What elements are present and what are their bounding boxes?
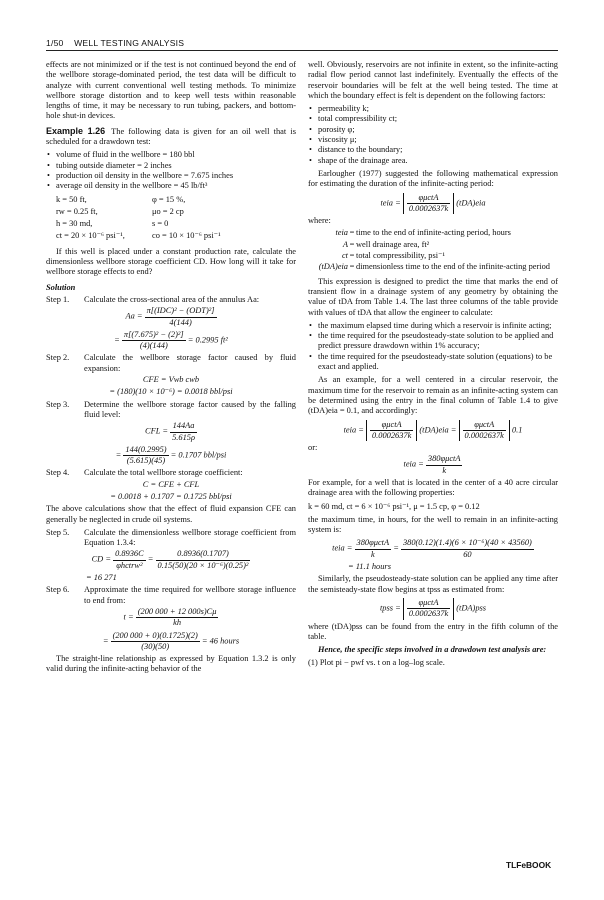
- example-text: The following data is given for an oil well that is scheduled for a drawdown test:: [46, 126, 296, 147]
- fraction: [170, 421, 197, 443]
- step-text: Determine the wellbore storage factor caused by the falling fluid level:: [84, 399, 296, 419]
- denominator: 0.0002637k: [408, 203, 449, 213]
- eq-result: = 16 271: [86, 573, 117, 583]
- step-label: Step 4.: [46, 468, 70, 478]
- equation: teia = $\frac{\text{380φμctA}}{k}$ = $\frac{\text{380(0.12)(1.4)(6 × 10⁻⁶)(40 × 43560)}}{60}$: [332, 538, 532, 559]
- list-item: • volume of fluid in the wellbore = 180 bbl: [46, 150, 296, 160]
- where-label: where:: [308, 216, 331, 226]
- step-1: [46, 295, 296, 305]
- numerator: φμctA: [463, 420, 506, 431]
- example-paragraph: As an example, for a well centered in a circular reservoir, the maximum time for the reservoir to remain as an infinite-acting system can be determined using the entry in the final column of Table 1.4 to give (tDA)eia = 0.1, and accordingly:: [308, 375, 558, 416]
- param: rw = 0.25 ft,: [56, 206, 98, 216]
- fifth-column-paragraph: where (tDA)pss can be found from the entry in the fifth column of the table.: [308, 621, 558, 641]
- numerator: 144(0.2995): [123, 445, 168, 456]
- or-label: or:: [308, 443, 318, 453]
- equation: [308, 598, 558, 620]
- running-header: [46, 38, 556, 48]
- equation: C = CFE + CFL: [142, 479, 200, 489]
- denominator: (30)(50): [141, 641, 170, 651]
- table-paragraph: This expression is designed to predict the time that marks the end of transient flow in a drainage system of any geometry by obtaining the value of tDA from Table 1.4. The last three columns of the table provide with values of tDA that allow the engineer to calculate:: [308, 276, 558, 317]
- def-text: total compressibility, psi⁻¹: [356, 251, 445, 261]
- equation: = (180)(10 × 10⁻⁶) = 0.0018 bbl/psi: [109, 387, 233, 397]
- step-4: [46, 468, 296, 478]
- uses-list: [308, 321, 558, 372]
- equation: [46, 421, 296, 443]
- step-label: Step 1.: [46, 294, 70, 304]
- eq-result: = 11.1 hours: [348, 562, 391, 572]
- eq-lhs: teia =: [343, 425, 364, 435]
- given-list: [46, 150, 296, 191]
- fraction: [355, 538, 392, 560]
- factor-list: [308, 104, 558, 166]
- fraction: [113, 549, 146, 571]
- equation: [46, 306, 296, 328]
- def-text: dimensionless time to the end of the infinite-acting period: [356, 262, 550, 272]
- list-item: • the time required for the pseudosteady-state solution to be applied and predict pressure drawdown within 1% accuracy;: [308, 331, 558, 352]
- denominator: 0.15(50)(20 × 10⁻⁶)(0.25)²: [157, 560, 249, 570]
- list-item: • tubing outside diameter = 2 inches: [46, 161, 296, 171]
- left-column: [46, 60, 296, 850]
- list-item: • production oil density in the wellbore = 7.675 inches: [46, 171, 296, 181]
- step-label: Step 5.: [46, 527, 70, 537]
- solution-heading: Solution: [46, 282, 76, 292]
- fraction: [401, 538, 534, 560]
- eq-result: = 0.2995 ft²: [187, 335, 228, 345]
- intro-paragraph: effects are not minimized or if the test is not continued beyond the end of the wellbore storage-dominated period, the test data will be difficult to analyze with current conventional well testing methods. To minimize wellbore storage distortion and to keep well tests within reasonable lengths of time, it may be necessary to run tubing, packers, and bottom-hole shut-in devices.: [46, 60, 296, 121]
- watermark-text: TLFeBOOK: [506, 860, 552, 870]
- denominator: (4)(144): [139, 341, 168, 351]
- step-text: Calculate the total wellbore storage coefficient:: [84, 468, 243, 478]
- eq-rhs: 0.1: [511, 425, 523, 435]
- param: co = 10 × 10⁻⁶ psi⁻¹: [152, 231, 221, 241]
- parameter-grid: [56, 195, 296, 242]
- fraction: [122, 330, 186, 352]
- list-item: • shape of the drainage area.: [308, 156, 558, 166]
- eq-rhs: (tDA)eia: [419, 425, 449, 435]
- fraction: [156, 549, 251, 571]
- param: φ = 15 %,: [152, 194, 186, 204]
- list-item: • porosity φ;: [308, 125, 558, 135]
- fraction: [123, 445, 168, 467]
- question-paragraph: If this well is placed under a constant production rate, calculate the dimensionless wellbore storage coefficient CD. How long will it take for wellbore storage effects to end?: [46, 246, 296, 277]
- fraction: [407, 193, 450, 215]
- eq-rhs: (tDA)eia: [456, 198, 486, 208]
- step-2: [46, 353, 296, 374]
- denominator: 4(144): [169, 317, 192, 327]
- def-symbol: ct: [341, 251, 348, 261]
- numerator: 380φμctA: [355, 538, 392, 549]
- step-text: Calculate the dimensionless wellbore storage coefficient from Equation 1.3.4:: [84, 527, 296, 548]
- running-title: WELL TESTING ANALYSIS: [74, 38, 185, 48]
- definitions: teia = time to the end of infinite-acting period, hours A = well drainage area, ft² ct = total compressibility, psi⁻¹ (tDA)eia = dimensionless time to the end of the infinite-acting period: [314, 228, 558, 272]
- procedure-step: (1) Plot pi − pwf vs. t on a log–log scale.: [308, 658, 445, 668]
- closing-paragraph: The straight-line relationship as expressed by Equation 1.3.2 is only valid during the infinite-acting behavior of the: [46, 654, 296, 674]
- steps-heading: Hence, the specific steps involved in a drawdown test analysis are:: [318, 645, 547, 655]
- numerator: 0.8936C: [113, 549, 146, 560]
- equation: [46, 607, 296, 629]
- eq-lhs: CFL =: [145, 426, 168, 436]
- max-time-paragraph: the maximum time, in hours, for the well to remain in an infinite-acting system is:: [308, 514, 558, 535]
- example-paragraph: [46, 126, 296, 148]
- step-label: Step 6.: [46, 585, 70, 595]
- eq-lhs: Aa =: [125, 311, 143, 321]
- numerator: π[(7.675)² − (2)²]: [122, 330, 186, 341]
- eq-lhs: teia =: [403, 460, 424, 470]
- equation: = $\frac{\text{π[(7.675)² − (2)²]}}{(4)(144)}$ = 0.2995 ft²: [114, 329, 228, 351]
- list-item: • distance to the boundary;: [308, 145, 558, 155]
- list-item: • the time required for the pseudosteady-state solution (equations) to be exact and applied.: [308, 352, 558, 373]
- step-5: [46, 528, 296, 549]
- denominator: 60: [463, 549, 472, 559]
- fluid-expansion-note: The above calculations show that the effect of fluid expansion CFE can generally be neglected in crude oil systems.: [46, 504, 296, 524]
- list-item: • permeability k;: [308, 104, 558, 114]
- numerator: π[(IDC)² − (ODT)²]: [145, 306, 217, 317]
- numerator: φμctA: [407, 193, 450, 204]
- eq-lhs: teia =: [332, 544, 353, 554]
- list-item: • the maximum elapsed time during which a reservoir is infinite acting;: [308, 321, 558, 331]
- denominator: φhctrw²: [116, 560, 143, 570]
- pss-paragraph: Similarly, the pseudosteady-state solution can be applied any time after the semisteady-state flow begins at tpss as estimated from:: [308, 574, 558, 594]
- numerator: φμctA: [407, 598, 450, 609]
- param: s = 0: [152, 219, 169, 229]
- step-label: Step 3.: [46, 399, 70, 409]
- equation: = $\frac{144(0.2995)}{(5.615)(45)}$ = 0.1707 bbl/psi: [115, 444, 227, 466]
- denominator: 0.0002637k: [371, 430, 412, 440]
- denominator: 0.0002637k: [464, 430, 504, 440]
- fraction: [463, 420, 506, 442]
- param: ct = 20 × 10⁻⁶ psi⁻¹,: [56, 231, 125, 241]
- bracket: [403, 193, 454, 215]
- step-text: Calculate the cross-sectional area of the annulus Aa:: [84, 294, 260, 304]
- denominator: (5.615)(45): [126, 456, 166, 466]
- denominator: k: [442, 465, 447, 475]
- step-text: Calculate the wellbore storage factor caused by fluid expansion:: [84, 353, 296, 373]
- numerator: 0.8936(0.1707): [156, 549, 251, 560]
- continuation-paragraph: well. Obviously, reservoirs are not infinite in extent, so the infinite-acting radial flow period cannot last indefinitely. Eventually the effects of the reservoir boundaries will be felt at the well being tested. The time at which the boundary effect is felt is dependent on the following factors:: [308, 60, 558, 100]
- bracket: [403, 598, 454, 620]
- param: k = 50 ft,: [56, 194, 87, 204]
- example-paragraph: For example, for a well that is located in the center of a 40 acre circular drainage area with the following properties:: [308, 477, 558, 498]
- eq-result: = 46 hours: [201, 636, 240, 646]
- def-text: time to the end of infinite-acting period, hours: [356, 228, 511, 238]
- numerator: 144Aa: [170, 421, 197, 432]
- fraction: [426, 454, 463, 476]
- equation: [308, 454, 558, 476]
- bracket: [366, 420, 417, 442]
- def-symbol: teia: [335, 228, 348, 238]
- equation: CD = $\frac{0.8936C}{\text{φhctrw²}}$ = $\frac{0.8936(0.1707)}{\text{0.15(50)(20 × 10⁻⁶)(0.25)²}}$: [91, 549, 249, 570]
- equation: [308, 193, 558, 215]
- eq-rhs: (tDA)pss: [456, 603, 487, 613]
- def-text: well drainage area, ft²: [356, 239, 430, 249]
- right-column: [308, 60, 558, 850]
- numerator: (200 000 + 0)(0.1725)(2): [111, 631, 200, 642]
- denominator: kh: [173, 618, 182, 628]
- denominator: 0.0002637k: [408, 609, 449, 619]
- step-6: [46, 585, 296, 606]
- fraction: [145, 306, 217, 328]
- param: μo = 2 cp: [152, 206, 184, 216]
- list-item: • total compressibility ct;: [308, 114, 558, 124]
- def-symbol: A: [342, 239, 348, 249]
- denominator: 5.615ρ: [172, 432, 195, 442]
- numerator: (200 000 + 12 000s)Cμ: [136, 607, 219, 618]
- fraction: [370, 420, 413, 442]
- fraction: [407, 598, 450, 620]
- equation: = $\frac{(200 000 + 0)(0.1725)(2)}{(30)(50)}$ = 46 hours: [102, 630, 240, 651]
- eq-lhs: teia =: [380, 198, 401, 208]
- eq-lhs: tpss =: [379, 603, 401, 613]
- list-item: • viscosity μ;: [308, 135, 558, 145]
- fraction: [136, 607, 219, 629]
- def-symbol: (tDA)eia: [318, 262, 348, 272]
- fraction: [111, 631, 200, 653]
- step-3: [46, 400, 296, 421]
- equation: CFE = Vwb cwb: [142, 375, 200, 385]
- page-number: 1/50: [46, 38, 64, 48]
- step-label: Step 2.: [46, 353, 70, 363]
- equation: teia = $\frac{\text{φμctA}}{0.0002637k}$ (tDA)eia = $\frac{\text{φμctA}}{0.0002637k}$ 0.1: [343, 419, 523, 440]
- header-rule: [46, 50, 558, 51]
- numerator: φμctA: [370, 420, 413, 431]
- eq-result: = 0.1707 bbl/psi: [170, 450, 227, 460]
- numerator: 380(0.12)(1.4)(6 × 10⁻⁶)(40 × 43560): [401, 538, 534, 549]
- param: h = 30 md,: [56, 219, 93, 229]
- equation: = 0.0018 + 0.1707 = 0.1725 bbl/psi: [110, 491, 232, 501]
- step-text: Approximate the time required for wellbore storage influence to end from:: [84, 585, 296, 605]
- numerator: 380φμctA: [426, 454, 463, 465]
- eq-lhs: CD =: [91, 555, 111, 565]
- eq-lhs: t =: [123, 612, 134, 622]
- denominator: k: [370, 549, 375, 559]
- list-item: • average oil density in the wellbore = 45 lb/ft³: [46, 181, 296, 191]
- earlougher-paragraph: Earlougher (1977) suggested the following mathematical expression for estimating the duration of the infinite-acting period:: [308, 168, 558, 189]
- properties-line: k = 60 md, ct = 6 × 10⁻⁶ psi⁻¹, μ = 1.5 cp, φ = 0.12: [308, 501, 480, 511]
- bracket: [459, 420, 510, 442]
- example-label: Example 1.26: [46, 125, 106, 136]
